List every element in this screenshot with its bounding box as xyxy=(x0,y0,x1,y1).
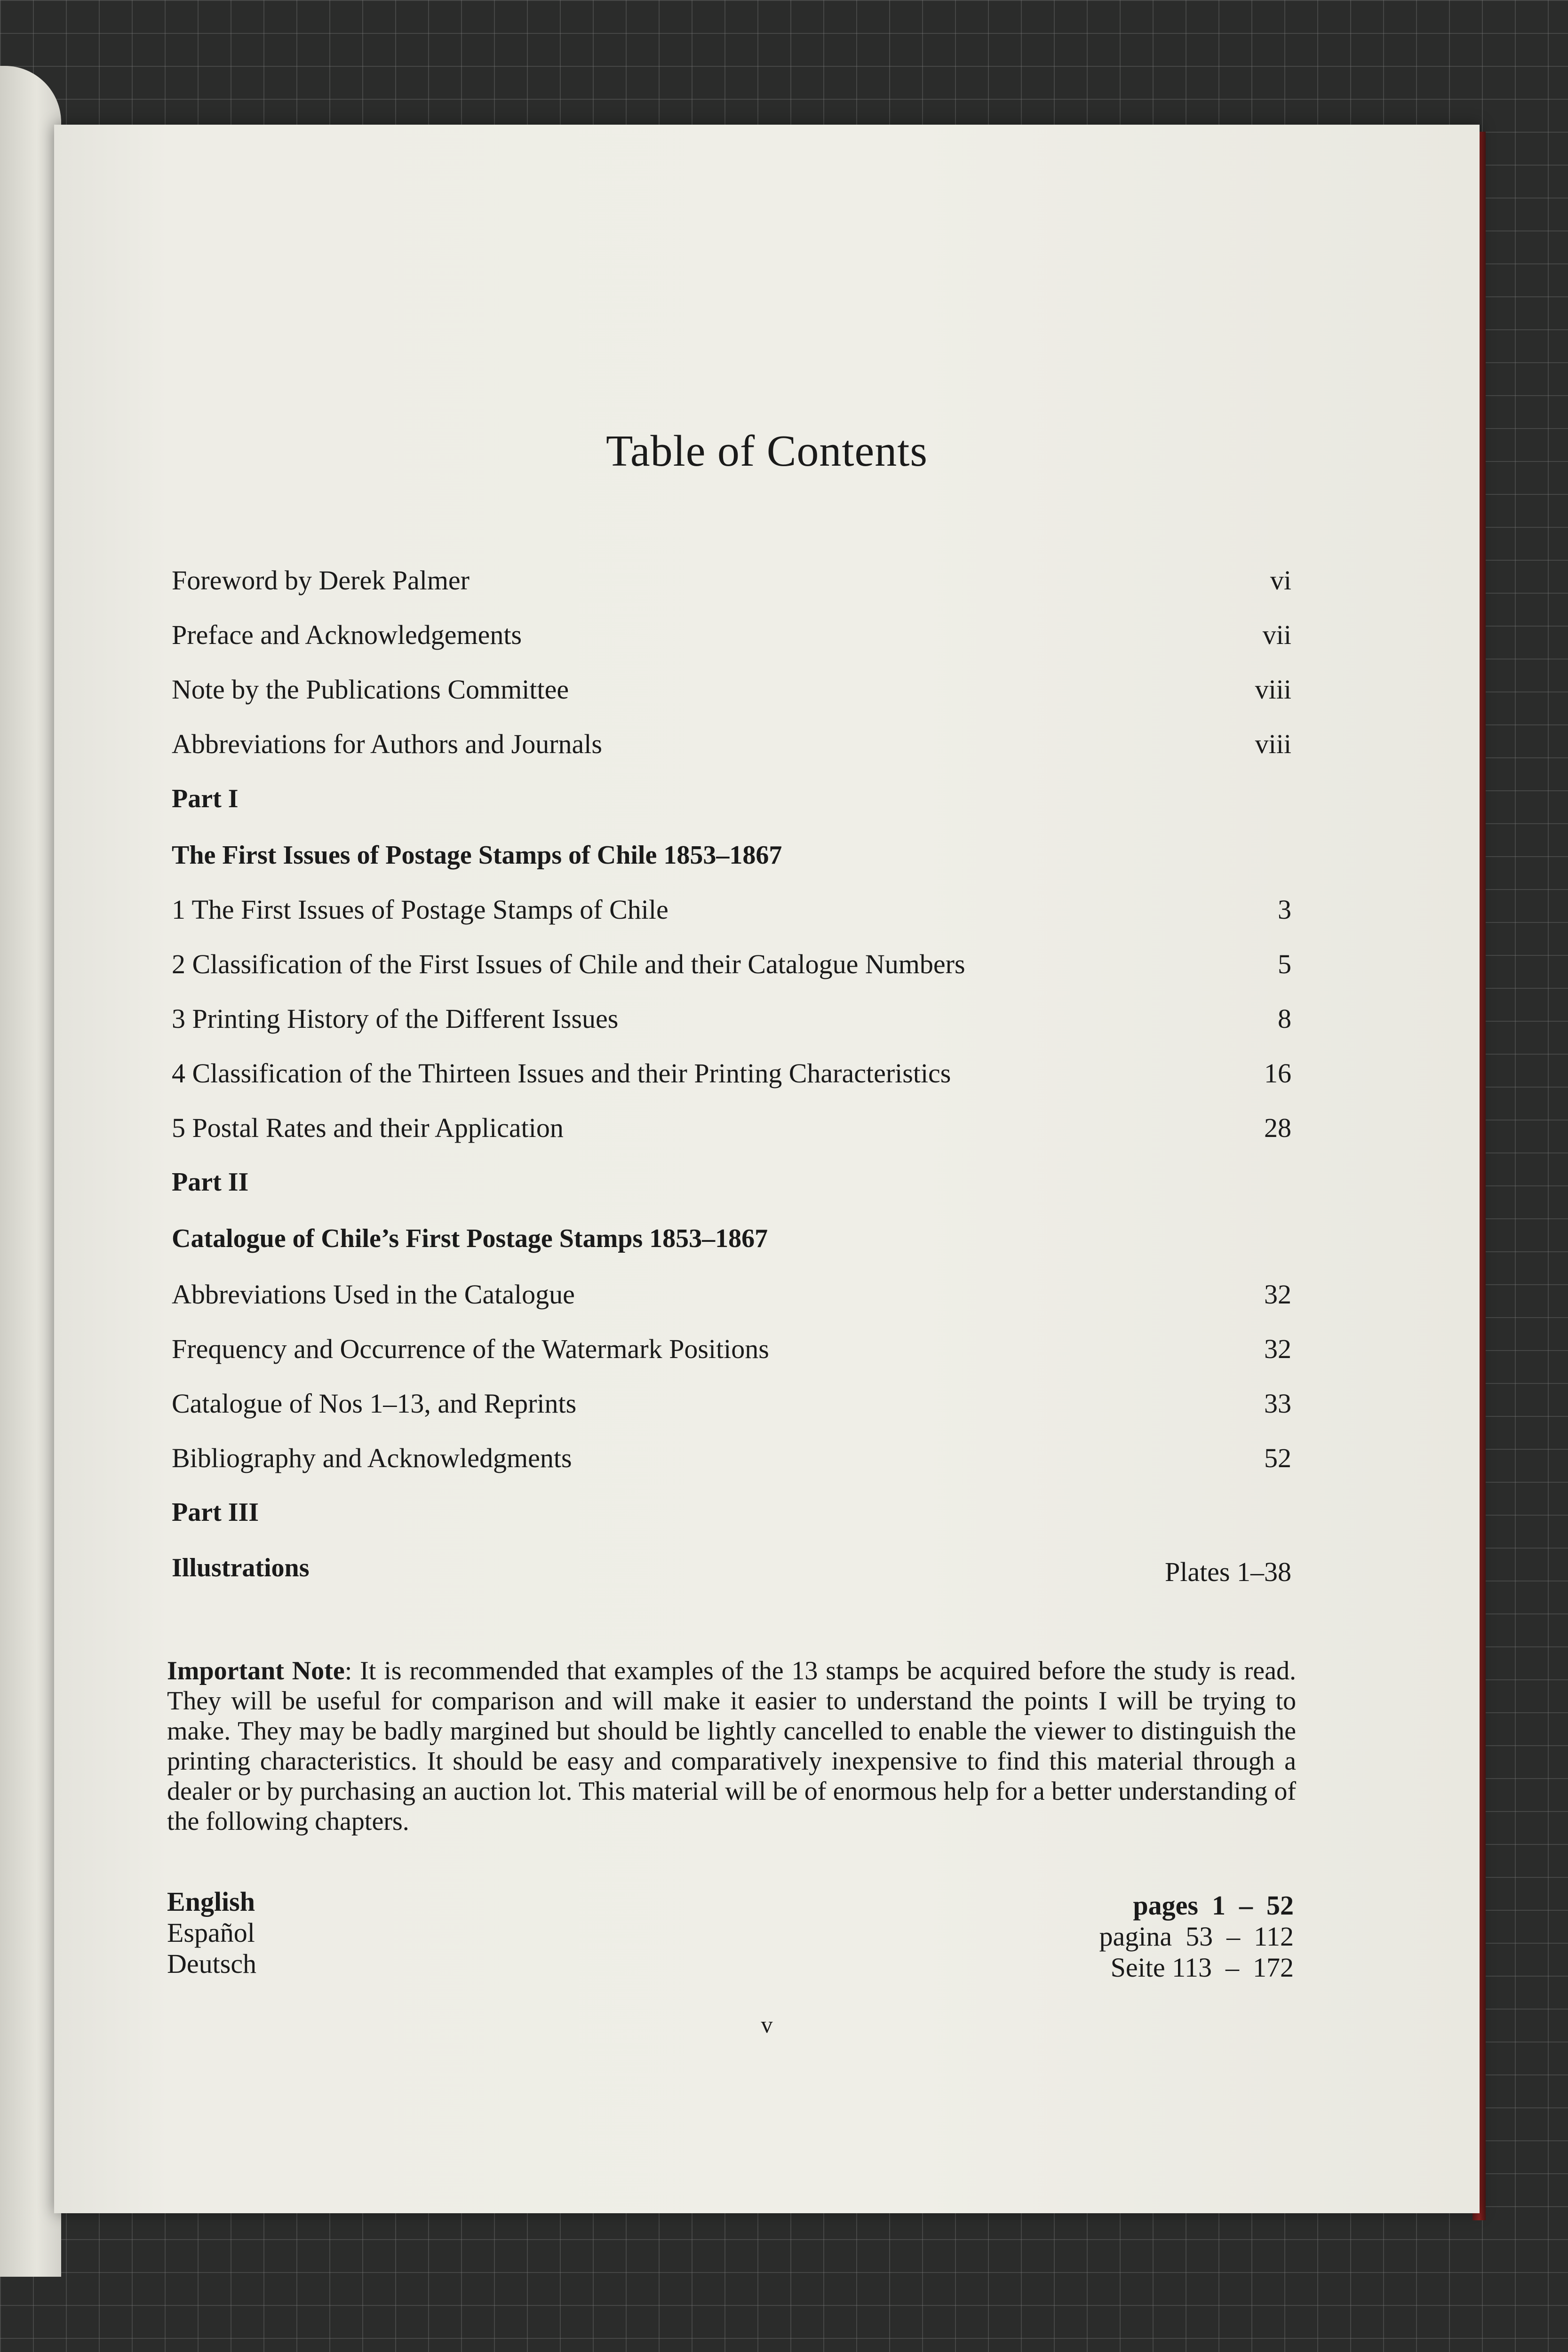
part-heading: Part II xyxy=(172,1168,249,1197)
toc-entry xyxy=(172,896,1291,923)
toc-page: viii xyxy=(1255,729,1291,759)
toc-entry xyxy=(172,1445,1291,1472)
toc-entry xyxy=(172,1114,1291,1142)
toc-label: 5 Postal Rates and their Application xyxy=(172,1112,564,1143)
toc-page: vii xyxy=(1262,620,1291,650)
language-name: English xyxy=(167,1886,255,1917)
toc-entry xyxy=(172,567,1291,594)
page-title: Table of Contents xyxy=(606,427,928,476)
part-heading: Part I xyxy=(172,784,239,813)
toc-entry xyxy=(172,731,1291,758)
toc-page: Plates 1–38 xyxy=(1164,1557,1291,1587)
part-subheading: Catalogue of Chile’s First Postage Stamps 1853–1867 xyxy=(172,1224,768,1253)
toc-page: 33 xyxy=(1264,1388,1291,1419)
part-subheading: The First Issues of Postage Stamps of Chile 1853–1867 xyxy=(172,841,782,870)
previous-page-edge xyxy=(0,66,61,2277)
toc-label: Note by the Publications Committee xyxy=(172,674,569,705)
toc-label: Frequency and Occurrence of the Watermark Positions xyxy=(172,1334,769,1364)
toc-label: Foreword by Derek Palmer xyxy=(172,565,470,596)
language-page-range: pages 1 – 52 xyxy=(1133,1890,1294,1921)
toc-entry xyxy=(172,1553,1291,1587)
toc-page: viii xyxy=(1255,674,1291,705)
toc-page: 3 xyxy=(1278,894,1291,925)
toc-entry xyxy=(172,1335,1291,1363)
toc-label: 1 The First Issues of Postage Stamps of Chile xyxy=(172,894,669,925)
toc-entry xyxy=(172,951,1291,978)
language-page-range: pagina 53 – 112 xyxy=(1099,1921,1294,1952)
toc-label: Catalogue of Nos 1–13, and Reprints xyxy=(172,1388,577,1419)
toc-label: Illustrations xyxy=(172,1553,310,1582)
toc-label: 4 Classification of the Thirteen Issues and their Printing Characteristics xyxy=(172,1058,951,1089)
note-label: Important Note xyxy=(167,1656,345,1685)
toc-page: 28 xyxy=(1264,1112,1291,1143)
language-page-range: Seite 113 – 172 xyxy=(1110,1952,1294,1983)
toc-label: Bibliography and Acknowledgments xyxy=(172,1443,572,1473)
part-heading: Part III xyxy=(172,1498,259,1527)
important-note xyxy=(167,1656,1296,1836)
language-name: Español xyxy=(167,1917,255,1948)
toc-label: Abbreviations for Authors and Journals xyxy=(172,729,602,759)
toc-label: Abbreviations Used in the Catalogue xyxy=(172,1279,575,1310)
page-number: v xyxy=(761,2011,773,2038)
toc-page: 5 xyxy=(1278,949,1291,979)
toc-entry xyxy=(172,1060,1291,1087)
toc-page: 16 xyxy=(1264,1058,1291,1089)
note-text: : It is recommended that examples of the 13 stamps be acquired before the study is read. They will be useful for comparison and will make it easier to understand the points I will be trying to make. They may be badly margined but should be lightly cancelled to enable the viewer to distinguish the printing characteristics. It should be easy and comparatively inexpensive to find this material through a dealer or by purchasing an auction lot. This material will be of enormous help for a better understanding of the following chapters. xyxy=(167,1656,1297,1836)
language-name: Deutsch xyxy=(167,1948,257,1979)
toc-page: 52 xyxy=(1264,1443,1291,1473)
toc-label: 3 Printing History of the Different Issues xyxy=(172,1003,619,1034)
toc-entry xyxy=(172,621,1291,649)
toc-label: 2 Classification of the First Issues of Chile and their Catalogue Numbers xyxy=(172,949,965,979)
toc-entry xyxy=(172,1005,1291,1033)
toc-entry xyxy=(172,1390,1291,1417)
toc-entry xyxy=(172,1281,1291,1308)
toc-label: Preface and Acknowledgements xyxy=(172,620,522,650)
book-page xyxy=(54,125,1480,2213)
toc-page: 32 xyxy=(1264,1334,1291,1364)
toc-page: vi xyxy=(1270,565,1291,596)
toc-page: 8 xyxy=(1278,1003,1291,1034)
toc-entry xyxy=(172,676,1291,703)
toc-page: 32 xyxy=(1264,1279,1291,1310)
